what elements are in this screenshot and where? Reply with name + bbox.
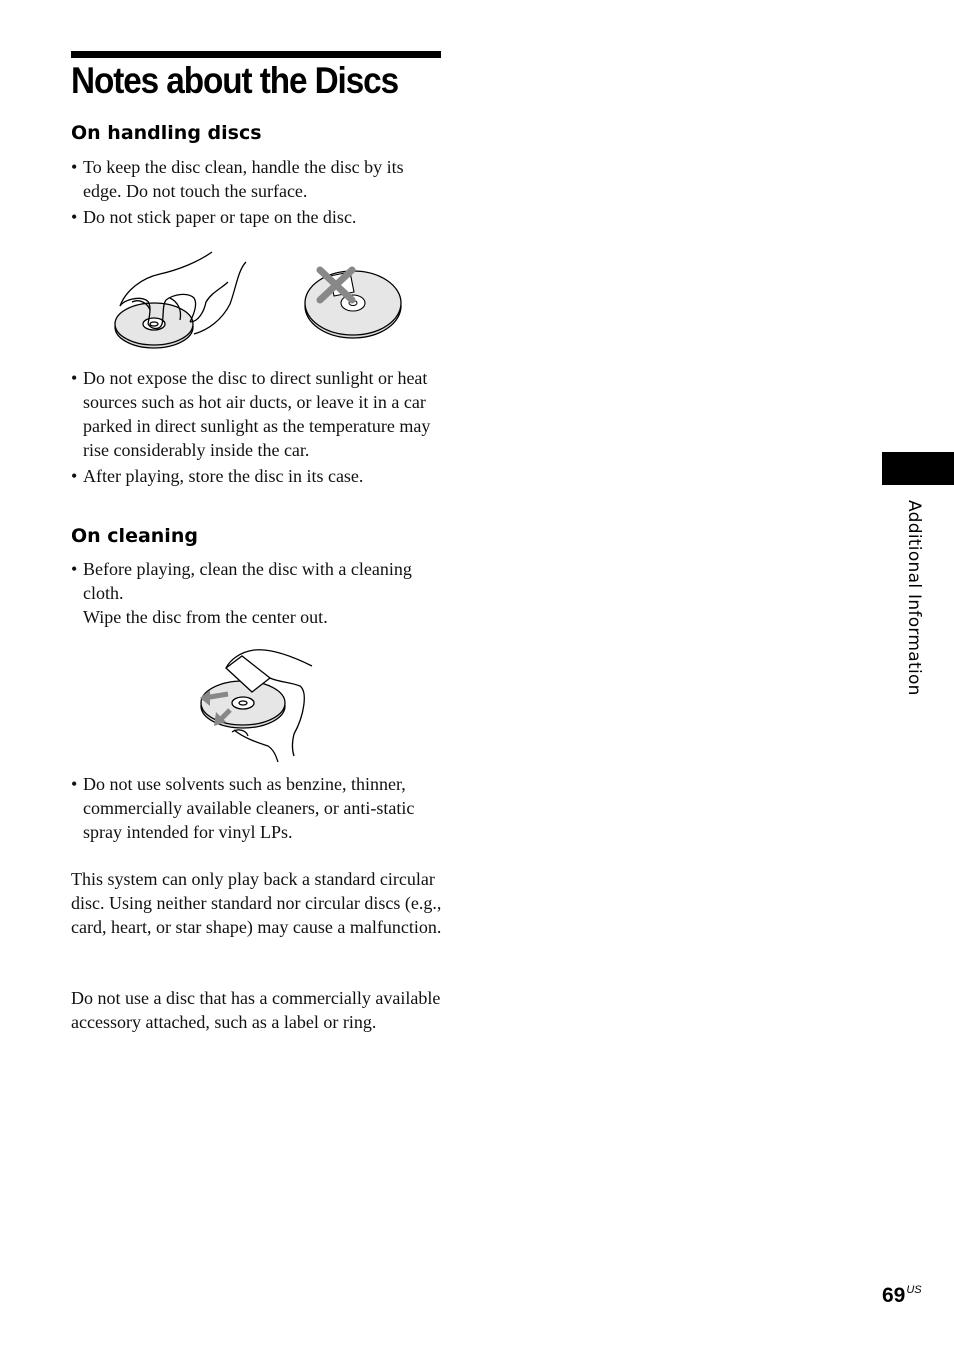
heading-on-cleaning: On cleaning xyxy=(71,525,198,547)
disc-with-x-mark-icon xyxy=(300,262,406,342)
title-rule xyxy=(71,51,441,58)
cleaning-bullet-list-2 xyxy=(71,772,443,846)
list-item: • Do not stick paper or tape on the disc. xyxy=(71,205,443,229)
list-item xyxy=(71,557,443,629)
paragraph-standard-disc: This system can only play back a standard circular disc. Using neither standard nor circular discs (e.g., card, heart, or star shape) may cause a malfunction. xyxy=(71,869,442,937)
list-item: • Do not use solvents such as benzine, thinner, commercially available cleaners, or anti-static spray intended for vinyl LPs. xyxy=(71,772,443,844)
handling-bullet-list-2 xyxy=(71,366,443,490)
page-number-suffix: US xyxy=(906,1284,922,1296)
hand-holding-disc-icon xyxy=(108,248,253,356)
cleaning-instruction-1: Before playing, clean the disc with a cleaning cloth. xyxy=(83,559,412,603)
heading-handling-discs: On handling discs xyxy=(71,122,262,144)
paragraph-accessory-warning: Do not use a disc that has a commercially available accessory attached, such as a label or ring. xyxy=(71,988,441,1032)
handling-bullet-list-1 xyxy=(71,155,443,231)
side-tab-label: Additional Information xyxy=(904,500,924,696)
cleaning-bullet-list-1 xyxy=(71,557,443,631)
page-title: Notes about the Discs xyxy=(71,60,399,101)
page-number xyxy=(882,1284,922,1308)
hand-wiping-disc-icon xyxy=(196,646,320,764)
section-tab-marker xyxy=(882,452,954,485)
page-number-value: 69 xyxy=(882,1284,906,1307)
cleaning-instruction-2: Wipe the disc from the center out. xyxy=(83,607,328,627)
list-item: • After playing, store the disc in its case. xyxy=(71,464,443,488)
list-item: • Do not expose the disc to direct sunlight or heat sources such as hot air ducts, or leave it in a car parked in direct sunlight as the temperature may rise considerably inside the car. xyxy=(71,366,443,462)
list-item: • To keep the disc clean, handle the disc by its edge. Do not touch the surface. xyxy=(71,155,443,203)
